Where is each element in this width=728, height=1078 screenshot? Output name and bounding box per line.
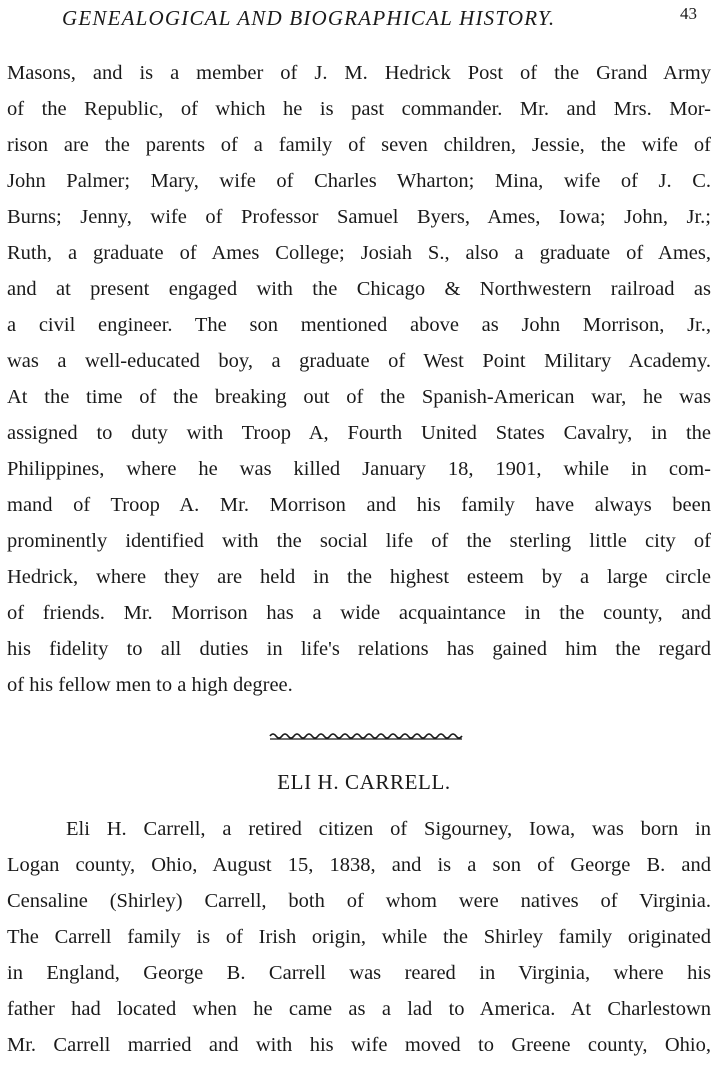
text-line: Burns; Jenny, wife of Professor Samuel Byers, Ames, Iowa; John, Jr.; [7, 206, 711, 228]
text-line: in England, George B. Carrell was reared in Virginia, where his [7, 962, 711, 984]
text-line: of the Republic, of which he is past commander. Mr. and Mrs. Mor- [7, 98, 711, 120]
text-line: and at present engaged with the Chicago & Northwestern railroad as [7, 278, 711, 300]
text-line: rison are the parents of a family of seven children, Jessie, the wife of [7, 134, 711, 156]
text-line: a civil engineer. The son mentioned above as John Morrison, Jr., [7, 314, 711, 336]
text-line: Ruth, a graduate of Ames College; Josiah S., also a graduate of Ames, [7, 242, 711, 264]
text-line: Mr. Carrell married and with his wife moved to Greene county, Ohio, [7, 1034, 711, 1056]
text-line: Masons, and is a member of J. M. Hedrick Post of the Grand Army [7, 62, 711, 84]
text-line: Philippines, where he was killed January 18, 1901, while in com- [7, 458, 711, 480]
text-line: was a well-educated boy, a graduate of West Point Military Academy. [7, 350, 711, 372]
section-title: ELI H. CARRELL. [277, 770, 451, 794]
text-line: mand of Troop A. Mr. Morrison and his family have always been [7, 494, 711, 516]
text-line: prominently identified with the social life of the sterling little city of [7, 530, 711, 552]
text-line: father had located when he came as a lad to America. At Charlestown [7, 998, 711, 1020]
text-line: Logan county, Ohio, August 15, 1838, and is a son of George B. and [7, 854, 711, 876]
text-line: Censaline (Shirley) Carrell, both of whom were natives of Virginia. [7, 890, 711, 912]
wavy-rule-ornament [268, 730, 464, 744]
text-line: Eli H. Carrell, a retired citizen of Sigourney, Iowa, was born in [66, 818, 711, 840]
text-line: of his fellow men to a high degree. [7, 674, 293, 696]
text-line: At the time of the breaking out of the Spanish-American war, he was [7, 386, 711, 408]
page-number: 43 [680, 4, 697, 23]
text-line: Hedrick, where they are held in the highest esteem by a large circle [7, 566, 711, 588]
text-line: his fidelity to all duties in life's relations has gained him the regard [7, 638, 711, 660]
text-line: John Palmer; Mary, wife of Charles Wharton; Mina, wife of J. C. [7, 170, 711, 192]
text-line: of friends. Mr. Morrison has a wide acquaintance in the county, and [7, 602, 711, 624]
text-line: assigned to duty with Troop A, Fourth United States Cavalry, in the [7, 422, 711, 444]
text-line: The Carrell family is of Irish origin, while the Shirley family originated [7, 926, 711, 948]
running-head: GENEALOGICAL AND BIOGRAPHICAL HISTORY. [62, 6, 556, 30]
